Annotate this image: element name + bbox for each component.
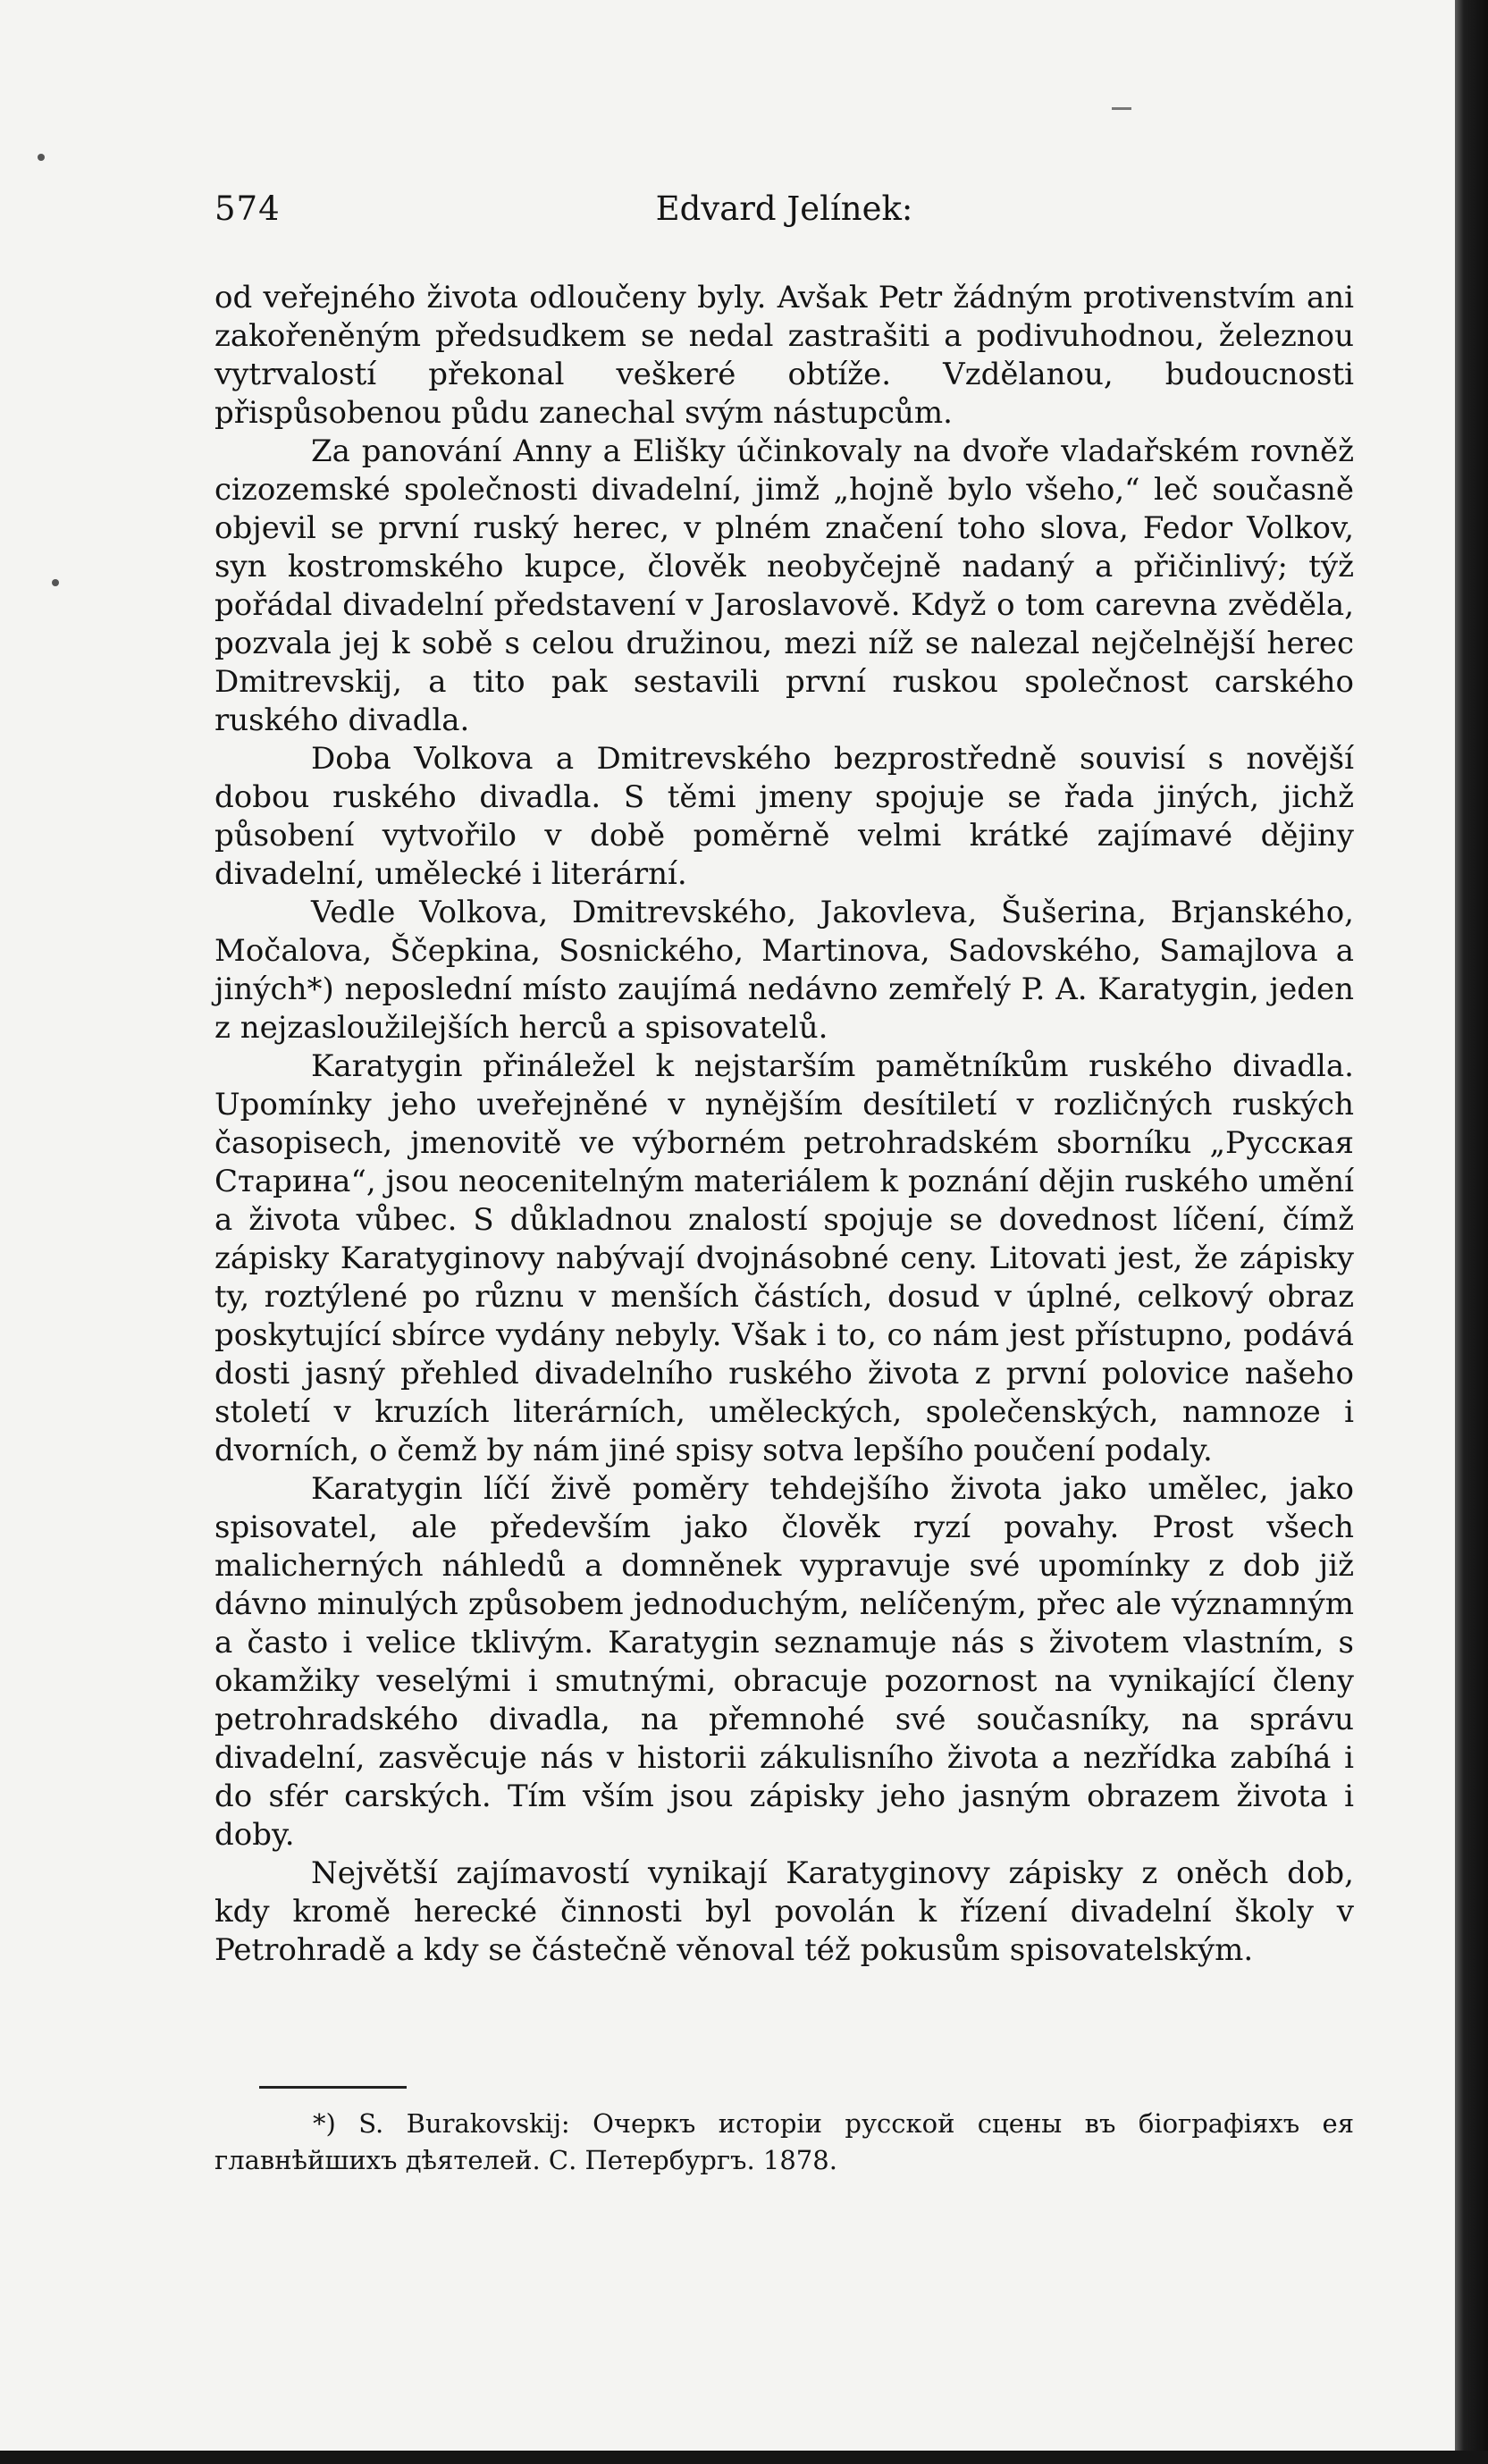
page-header (214, 189, 1354, 239)
body-text (214, 279, 1354, 1970)
footnote: *) S. Burakovskij: Очеркъ исторіи русской сцены въ біографіяхъ ея главнѣйшихъ дѣятелей. С. Петербургъ. 1878. (214, 2108, 1354, 2175)
page-number: 574 (214, 189, 281, 228)
paragraph: Karatygin líčí živě poměry tehdejšího života jako umělec, jako spisovatel, ale především jako člověk ryzí povahy. Prost všech malicherných náhledů a domněnek vypravuje své upomínky z dob již dávno minulých způsobem jednoduchým, nelíčeným, přec ale významným a často i velice tklivým. Karatygin seznamuje nás s životem vlastním, s okamžiky veselými i smutnými, obracuje pozornost na vynikající členy petrohradského divadla, na přemnohé své současníky, na správu divadelní, zasvěcuje nás v historii zákulisního života a nezřídka zabíhá i do sfér carských. Tím vším jsou zápisky jeho jasným obrazem života i doby. (214, 1471, 1354, 1853)
paragraph: Doba Volkova a Dmitrevského bezprostředně souvisí s novější dobou ruského divadla. S těmi jmeny spojuje se řada jiných, jichž působení vytvořilo v době poměrně velmi krátké zajímavé dějiny divadelní, umělecké i literární. (214, 741, 1354, 892)
scan-mark (1112, 107, 1131, 110)
paragraph: Vedle Volkova, Dmitrevského, Jakovleva, Šušerina, Brjanského, Močalova, Ščepkina, Sosnického, Martinova, Sadovského, Samajlova a jiných*) neposlední místo zaujímá nedávno zemřelý P. A. Karatygin, jeden z nejzasloužilejších herců a spisovatelů. (214, 895, 1354, 1046)
paragraph: Největší zajímavostí vynikají Karatyginovy zápisky z oněch dob, kdy kromě herecké činnosti byl povolán k řízení divadelní školy v Petrohradě a kdy se částečně věnoval též pokusům spisovatelským. (214, 1855, 1354, 1968)
paragraph: Karatygin přináležel k nejstarším pamětníkům ruského divadla. Upomínky jeho uveřejněné v nynějším desítiletí v rozličných ruských časopisech, jmenovitě ve výborném petrohradském sborníku „Русская Старина“, jsou neocenitelným materiálem k poznání dějin ruského umění a života vůbec. S důkladnou znalostí spojuje se dovednost líčení, čímž zápisky Karatyginovy nabývají dvojnásobné ceny. Litovati jest, že zápisky ty, roztýlené po různu v menších částích, dosud v úplné, celkový obraz poskytující sbírce vydány nebyly. Však i to, co nám jest přístupno, podává dosti jasný přehled divadelního ruského života z první polovice našeho století v kruzích literárních, uměleckých, společenských, namnoze i dvorních, o čemž by nám jiné spisy sotva lepšího poučení podaly. (214, 1048, 1354, 1468)
scan-speck (52, 579, 59, 586)
scan-edge-right (1455, 0, 1488, 2464)
footnote-rule (259, 2086, 407, 2089)
running-head: Edvard Jelínek: (655, 189, 913, 228)
paragraph: Za panování Anny a Elišky účinkovaly na dvoře vladařském rovněž cizozemské společnosti divadelní, jimž „hojně bylo všeho,“ leč současně objevil se první ruský herec, v plném značení toho slova, Fedor Volkov, syn kostromského kupce, člověk neobyčejně nadaný a přičinlivý; týž pořádal divadelní představení v Jaroslavově. Když o tom carevna zvěděla, pozvala jej k sobě s celou družinou, mezi níž se nalezal nejčelnější herec Dmitrevskij, a tito pak sestavili první ruskou společnost carského ruského divadla. (214, 433, 1354, 738)
scan-speck (38, 154, 45, 161)
scan-edge-bottom (0, 2451, 1488, 2464)
paragraph: od veřejného života odloučeny byly. Avšak Petr žádným protivenstvím ani zakořeněným předsudkem se nedal zastrašiti a podivuhodnou, železnou vytrvalostí překonal veškeré obtíže. Vzdělanou, budoucnosti přispůsobenou půdu zanechal svým nástupcům. (214, 280, 1354, 431)
